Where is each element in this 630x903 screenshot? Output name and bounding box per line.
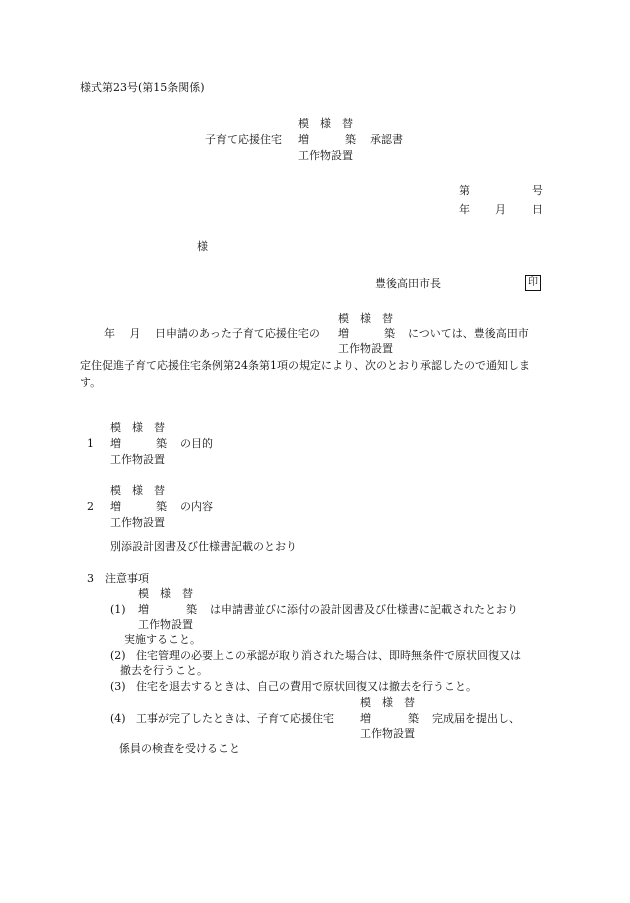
sec3-item2-number: (2) [110,649,126,662]
sec2-option-extension-b: 築 [156,500,167,513]
seal-mark: 印 [525,275,541,291]
body-line1-right: については、豊後高田市 [408,327,529,340]
sec3-item1-text: は申請書並びに添付の設計図書及び仕様書に記載されたとおり [210,603,518,616]
sec2-detail: 別添設計図書及び仕様書記載のとおり [110,540,297,553]
title-option-structure: 工作物設置 [298,149,353,162]
sec3-item4-cont: 係員の検査を受けること [119,742,240,755]
sec3-item4-number: (4) [110,712,126,725]
sec2-option-remodel: 模 様 替 [110,484,165,497]
sec2-option-structure: 工作物設置 [110,516,165,529]
sec1-label: の目的 [180,437,213,450]
body-option-extension-a: 増 [338,327,349,340]
sec3-item4-option-remodel: 模 様 替 [360,696,415,709]
doc-number-dai: 第 [459,184,470,197]
body-option-remodel: 模 様 替 [338,312,393,325]
title-suffix: 承認書 [370,133,403,146]
sec3-heading: 3 注意事項 [87,572,149,585]
body-option-structure: 工作物設置 [338,342,393,355]
date-year: 年 [459,203,470,216]
sec1-option-extension-a: 増 [110,437,121,450]
title-option-extension-b: 築 [345,133,356,146]
sec3-item1-option-extension-b: 築 [186,603,197,616]
body-line1-left: 年 月 日申請のあった子育て応援住宅の [104,327,320,340]
sec3-item1-option-structure: 工作物設置 [138,618,193,631]
sec1-option-extension-b: 築 [156,437,167,450]
issuer-name: 豊後高田市長 [375,277,441,290]
sec3-item4-text-b: 完成届を提出し、 [432,712,520,725]
doc-number-go: 号 [532,184,543,197]
sec3-item4-option-extension-a: 増 [360,712,371,725]
sec3-item2-cont: 撤去を行うこと。 [120,664,208,677]
sec3-item3-text: 住宅を退去するときは、自己の費用で原状回復又は撤去を行うこと。 [136,680,477,693]
sec1-option-structure: 工作物設置 [110,453,165,466]
sec1-option-remodel: 模 様 替 [110,421,165,434]
body-line3: す。 [80,376,102,389]
sec3-item3-number: (3) [110,680,126,693]
title-option-extension-a: 増 [298,133,309,146]
sec2-option-extension-a: 増 [110,500,121,513]
sec3-item1-cont: 実施すること。 [124,633,201,646]
sec1-number: 1 [87,437,94,450]
sec3-item1-option-extension-a: 増 [138,603,149,616]
form-number: 様式第23号(第15条関係) [80,81,205,94]
sec3-item4-option-structure: 工作物設置 [360,727,415,740]
sec2-label: の内容 [180,500,213,513]
sec3-item1-option-remodel: 模 様 替 [138,587,193,600]
body-option-extension-b: 築 [384,327,395,340]
title-prefix: 子育て応援住宅 [205,133,282,146]
sec3-item2-text: 住宅管理の必要上この承認が取り消された場合は、即時無条件で原状回復又は [136,649,521,662]
addressee-sama: 様 [197,240,208,253]
date-month: 月 [495,203,506,216]
sec3-item1-number: (1) [110,603,126,616]
sec2-number: 2 [87,500,94,513]
sec3-item4-option-extension-b: 築 [408,712,419,725]
sec3-item4-text-a: 工事が完了したときは、子育て応援住宅 [136,712,334,725]
title-option-remodel: 模 様 替 [298,117,353,130]
date-day: 日 [532,203,543,216]
body-line2: 定住促進子育て応援住宅条例第24条第1項の規定により、次のとおり承認したので通知しま [80,359,530,372]
